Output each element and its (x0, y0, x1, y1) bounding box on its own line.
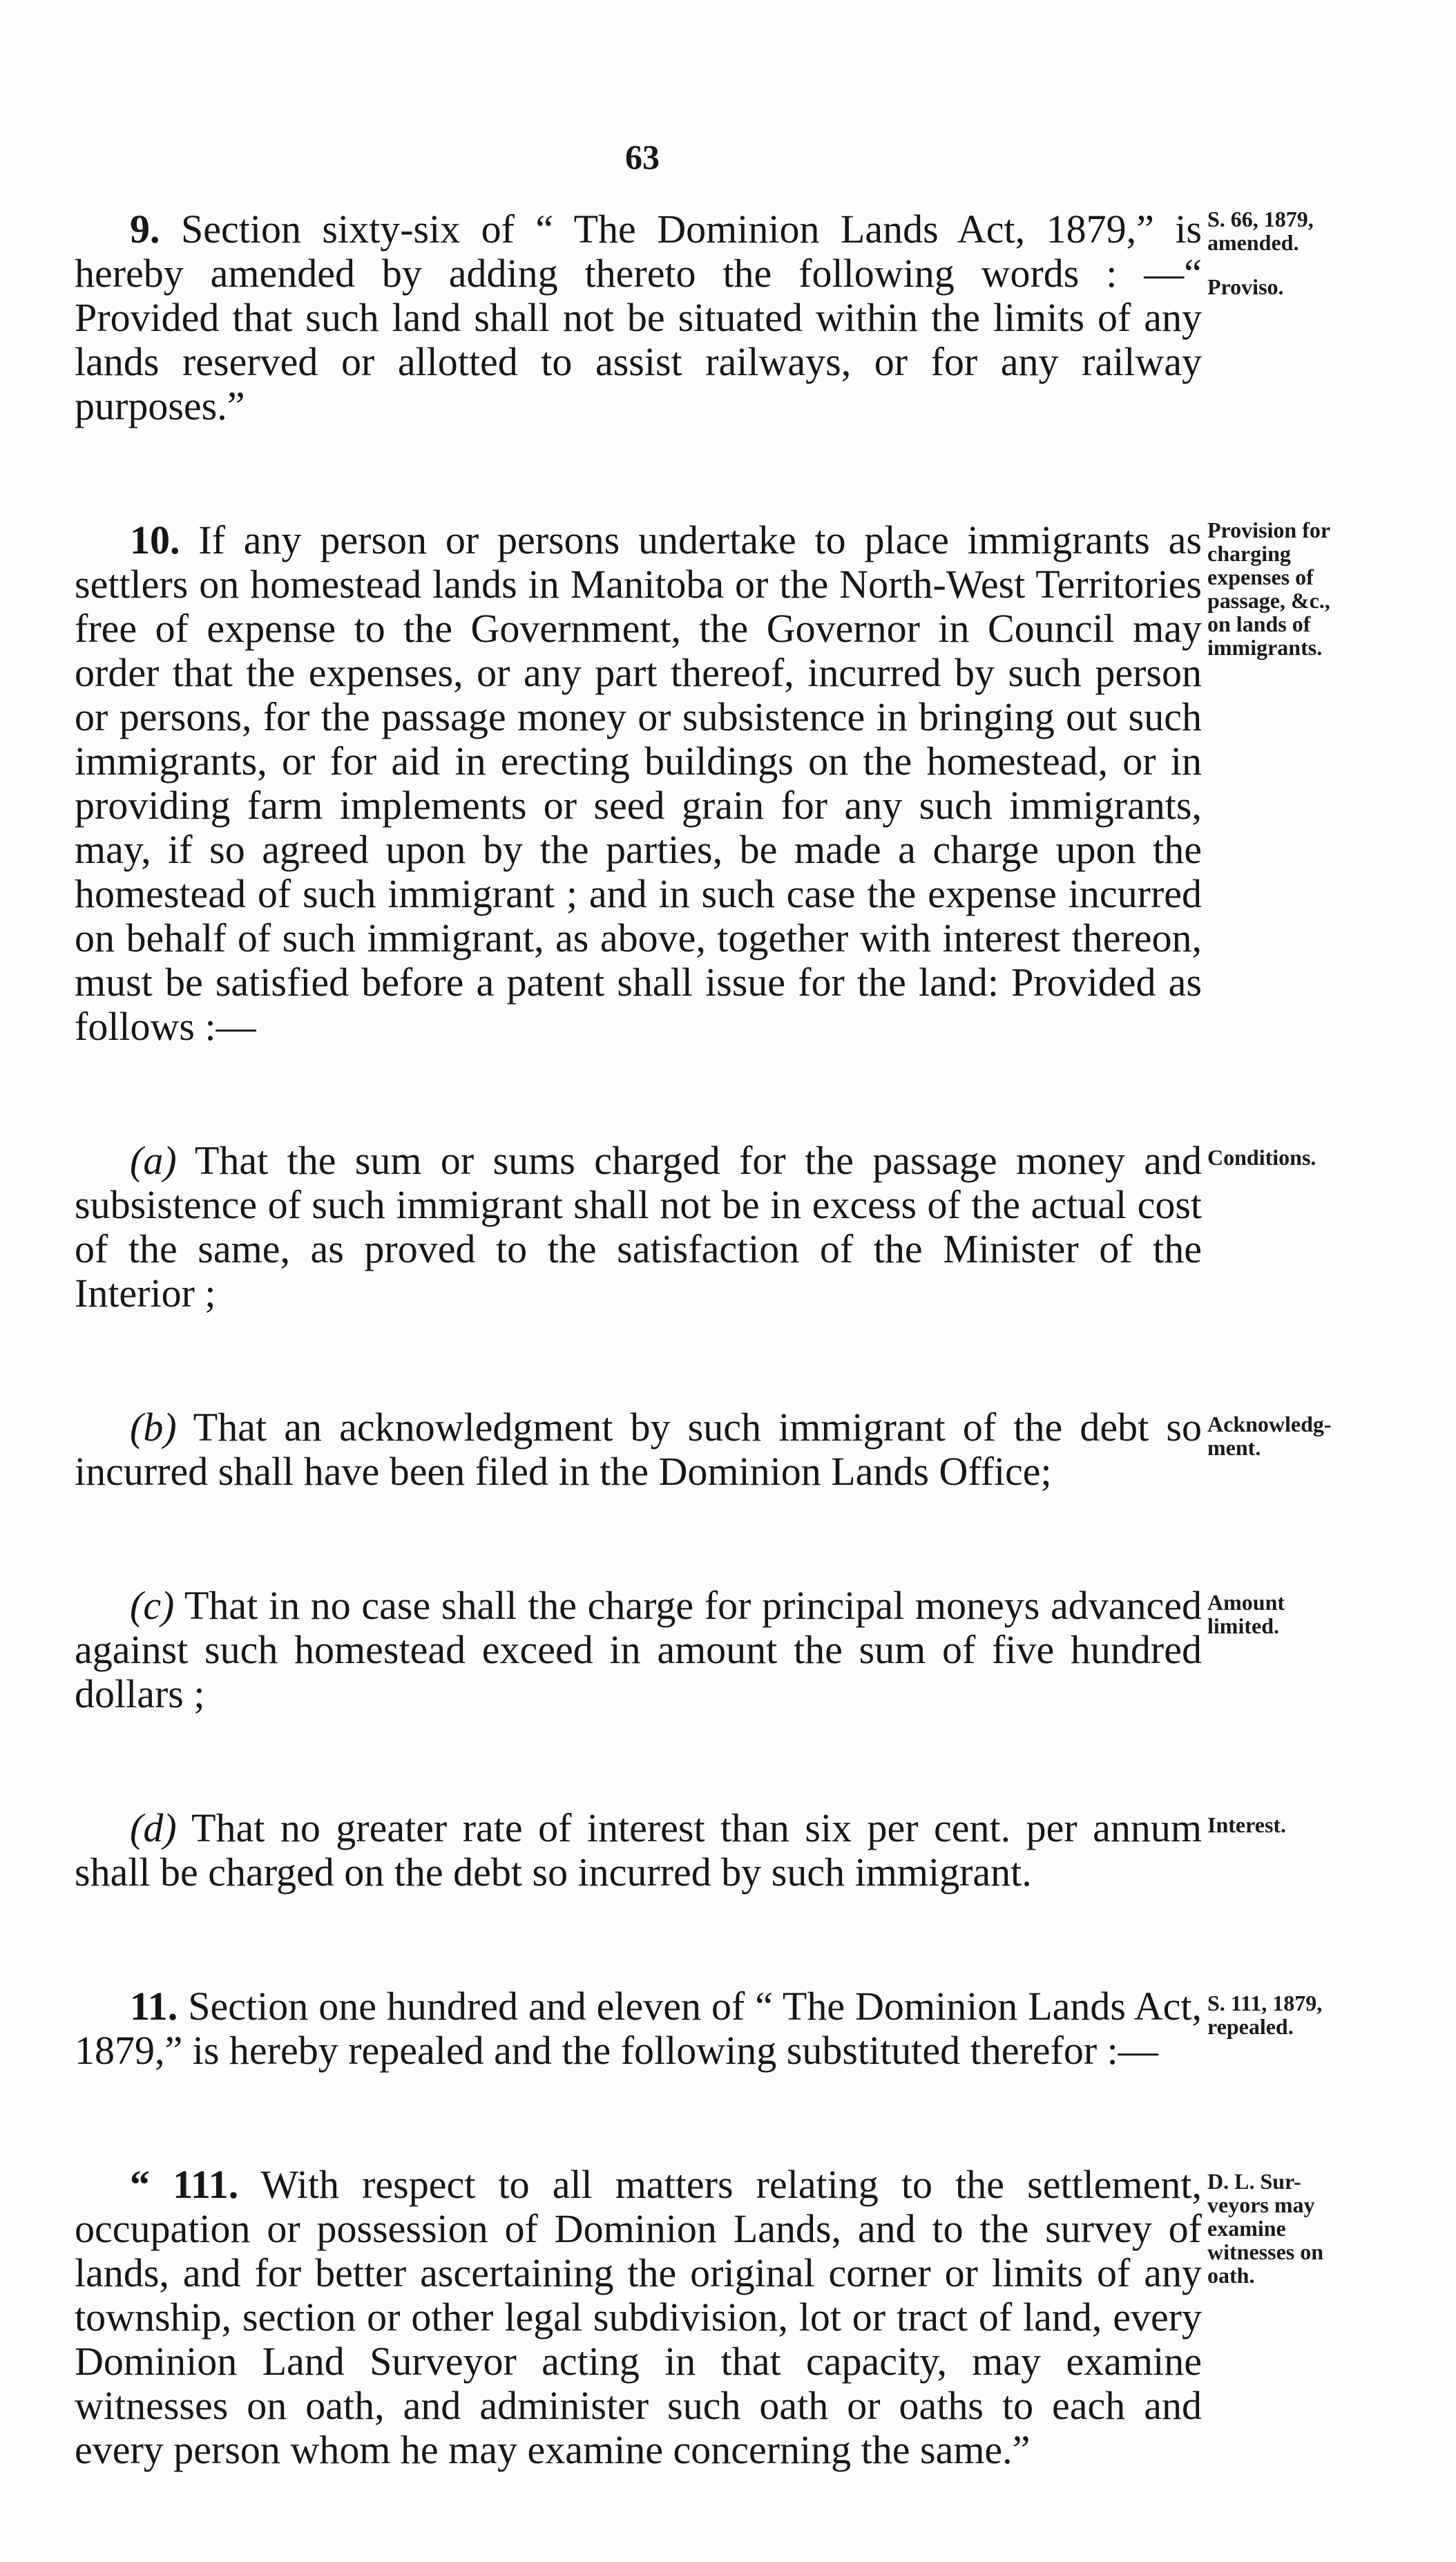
section-10 (75, 518, 1331, 1049)
margin-line: examine (1207, 2216, 1286, 2241)
condition-text: That an acknowledgment by such immigrant of the debt so incurred shall have been filed in the Dominion Lands Office; (75, 1405, 1203, 1494)
margin-line: on lands of (1207, 611, 1311, 636)
margin-line: ment. (1207, 1435, 1261, 1460)
condition-a (75, 1138, 1316, 1316)
condition-label: (d) (130, 1805, 177, 1850)
margin-note (1207, 1991, 1415, 2038)
margin-line: D. L. Sur- (1207, 2169, 1301, 2194)
section-number: 11. (130, 1984, 178, 2029)
margin-note (1207, 1412, 1415, 1459)
page-number: 63 (625, 137, 660, 176)
margin-note (1207, 207, 1415, 298)
condition-c (75, 1583, 1285, 1716)
margin-line: charging (1207, 541, 1291, 566)
section-text: With respect to all matters relating to the settlement, occupation or possession of Dominion Lands, and to the survey of lands, and for better ascertaining the original corner or limits of any township, section or other legal subdivision, lot or tract of land, every Dominion Land Surveyor acting in that capacity, may examine witnesses on oath, and administer such oath or oaths to each and every person whom he may examine concerning the same.” (75, 2162, 1203, 2472)
section-text: Section one hundred and eleven of “ The Dominion Lands Act, 1879,” is hereby repealed and the following substituted therefor :— (75, 1984, 1202, 2073)
condition-label: (c) (130, 1583, 175, 1628)
margin-line: amended. (1207, 230, 1299, 255)
section-111 (75, 2162, 1324, 2472)
section-11 (75, 1984, 1323, 2073)
condition-label: (b) (130, 1405, 177, 1450)
margin-note (1207, 1591, 1415, 1638)
margin-line: oath. (1207, 2263, 1255, 2288)
condition-text: That the sum or sums charged for the passage money and subsistence of such immigrant shall not be in excess of the actual cost of the same, as proved to the satisfaction of the Minister of the Interior ; (75, 1138, 1203, 1316)
section-9 (75, 207, 1314, 428)
margin-line: Amount (1207, 1590, 1285, 1615)
margin-line: expenses of (1207, 564, 1314, 589)
section-number: 10. (130, 518, 180, 562)
section-text: Section sixty-six of “ The Dominion Lands Act, 1879,” is hereby amended by adding thereto the following words : —“ Provided that such land shall not be situated within the limits of any lands reserved or allotted to assist railways, or for any railway purposes.” (75, 207, 1202, 428)
section-number: 9. (130, 207, 160, 252)
condition-d (75, 1805, 1287, 1895)
margin-line: S. 66, 1879, (1207, 207, 1314, 231)
margin-note (1207, 1146, 1415, 1169)
margin-line: repealed. (1207, 2014, 1294, 2039)
condition-text: That no greater rate of interest than six per cent. per annum shall be charged on the debt so incurred by such immigrant. (75, 1805, 1202, 1895)
condition-label: (a) (130, 1138, 177, 1183)
margin-note (1207, 2170, 1415, 2287)
condition-text: That in no case shall the charge for principal moneys advanced against such homestead exceed in amount the sum of five hundred dollars ; (75, 1583, 1202, 1716)
margin-line: Provision for (1207, 518, 1331, 542)
section-text: If any person or persons undertake to place immigrants as settlers on homestead lands in Manitoba or the North-West Territories free of expense to the Government, the Governor in Council may order that the expenses, or any part thereof, incurred by such person or persons, for the passage money or subsistence in bringing out such immigrants, or for aid in erecting buildings on the homestead, or in providing farm implements or seed grain for any such immigrants, may, if so agreed upon by the parties, be made a charge upon the homestead of such immigrant ; and in such case the expense incurred on behalf of such immigrant, as above, together with interest thereon, must be satisfied before a patent shall issue for the land: Provided as follows :— (75, 518, 1202, 1049)
margin-line: S. 111, 1879, (1207, 1991, 1323, 2015)
margin-line: witnesses on (1207, 2239, 1324, 2264)
margin-line: Acknowledg- (1207, 1412, 1332, 1436)
margin-note (1207, 518, 1415, 659)
margin-line: Interest. (1207, 1812, 1287, 1837)
margin-line: Conditions. (1207, 1145, 1316, 1170)
page-body (75, 207, 1332, 2562)
margin-note (1207, 1813, 1415, 1837)
section-number: “ 111. (130, 2162, 239, 2207)
margin-line: limited. (1207, 1613, 1279, 1638)
margin-line: Proviso. (1207, 274, 1284, 299)
margin-line: veyors may (1207, 2192, 1315, 2217)
margin-line: immigrants. (1207, 635, 1323, 660)
condition-b (75, 1405, 1332, 1494)
margin-line: passage, &c., (1207, 588, 1330, 613)
